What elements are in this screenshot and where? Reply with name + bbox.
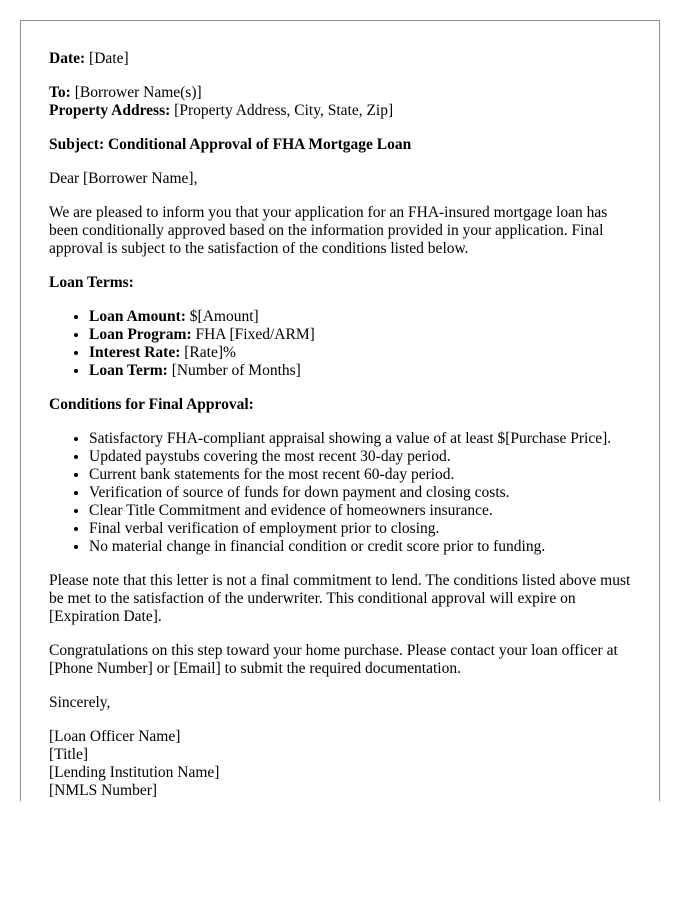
lending-institution-name: [Lending Institution Name] — [49, 764, 220, 781]
condition-item: • Current bank statements for the most recent 60-day period. — [89, 466, 631, 484]
letter-page — [20, 20, 660, 801]
condition-item: • Satisfactory FHA-compliant appraisal showing a value of at least $[Purchase Price]. — [89, 430, 631, 448]
loan-term-item — [89, 344, 631, 362]
condition-item: • Clear Title Commitment and evidence of homeowners insurance. — [89, 502, 631, 520]
loan-terms-heading: Loan Terms: — [49, 274, 134, 291]
to-label: To: — [49, 84, 71, 101]
to-value: [Borrower Name(s)] — [74, 84, 202, 101]
conditions-heading: Conditions for Final Approval: — [49, 396, 254, 413]
date-value: [Date] — [89, 50, 129, 67]
date-label: Date: — [49, 50, 86, 67]
loan-officer-name: [Loan Officer Name] — [49, 728, 181, 745]
conditions-list — [49, 430, 631, 556]
loan-term-item — [89, 362, 631, 380]
closing-paragraph: Congratulations on this step toward your home purchase. Please contact your loan officer at [Phone Number] or [Email] to submit the required documentation. — [49, 642, 618, 677]
condition-item: • Verification of source of funds for down payment and closing costs. — [89, 484, 631, 502]
loan-officer-title: [Title] — [49, 746, 89, 763]
date-line — [49, 50, 631, 68]
to-line — [49, 84, 631, 102]
loan-amount-label: Loan Amount: — [89, 308, 186, 325]
property-address-value: [Property Address, City, State, Zip] — [174, 102, 394, 119]
condition-item: • Final verbal verification of employment prior to closing. — [89, 520, 631, 538]
nmls-number: [NMLS Number] — [49, 782, 158, 799]
loan-terms-list — [49, 308, 631, 380]
loan-term-item — [89, 326, 631, 344]
loan-term-value: [Number of Months] — [171, 362, 301, 379]
loan-amount-value: $[Amount] — [189, 308, 259, 325]
subject-line: Subject: Conditional Approval of FHA Mortgage Loan — [49, 136, 412, 153]
interest-rate-label: Interest Rate: — [89, 344, 181, 361]
property-address-label: Property Address: — [49, 102, 171, 119]
condition-item: • No material change in financial condition or credit score prior to funding. — [89, 538, 631, 556]
salutation: Dear [Borrower Name], — [49, 170, 198, 187]
loan-program-label: Loan Program: — [89, 326, 192, 343]
loan-term-label: Loan Term: — [89, 362, 168, 379]
condition-item: • Updated paystubs covering the most recent 30-day period. — [89, 448, 631, 466]
loan-program-value: FHA [Fixed/ARM] — [195, 326, 315, 343]
signoff: Sincerely, — [49, 694, 111, 711]
intro-paragraph: We are pleased to inform you that your application for an FHA-insured mortgage loan has been conditionally approved based on the information provided in your application. Final approval is subject to the satisfaction of the conditions listed below. — [49, 204, 608, 257]
signature-block — [49, 728, 631, 800]
loan-term-item — [89, 308, 631, 326]
property-address-line — [49, 102, 631, 120]
interest-rate-value: [Rate]% — [184, 344, 236, 361]
notice-paragraph: Please note that this letter is not a final commitment to lend. The conditions listed above must be met to the satisfaction of the underwriter. This conditional approval will expire on [Expiration Date]. — [49, 572, 631, 625]
